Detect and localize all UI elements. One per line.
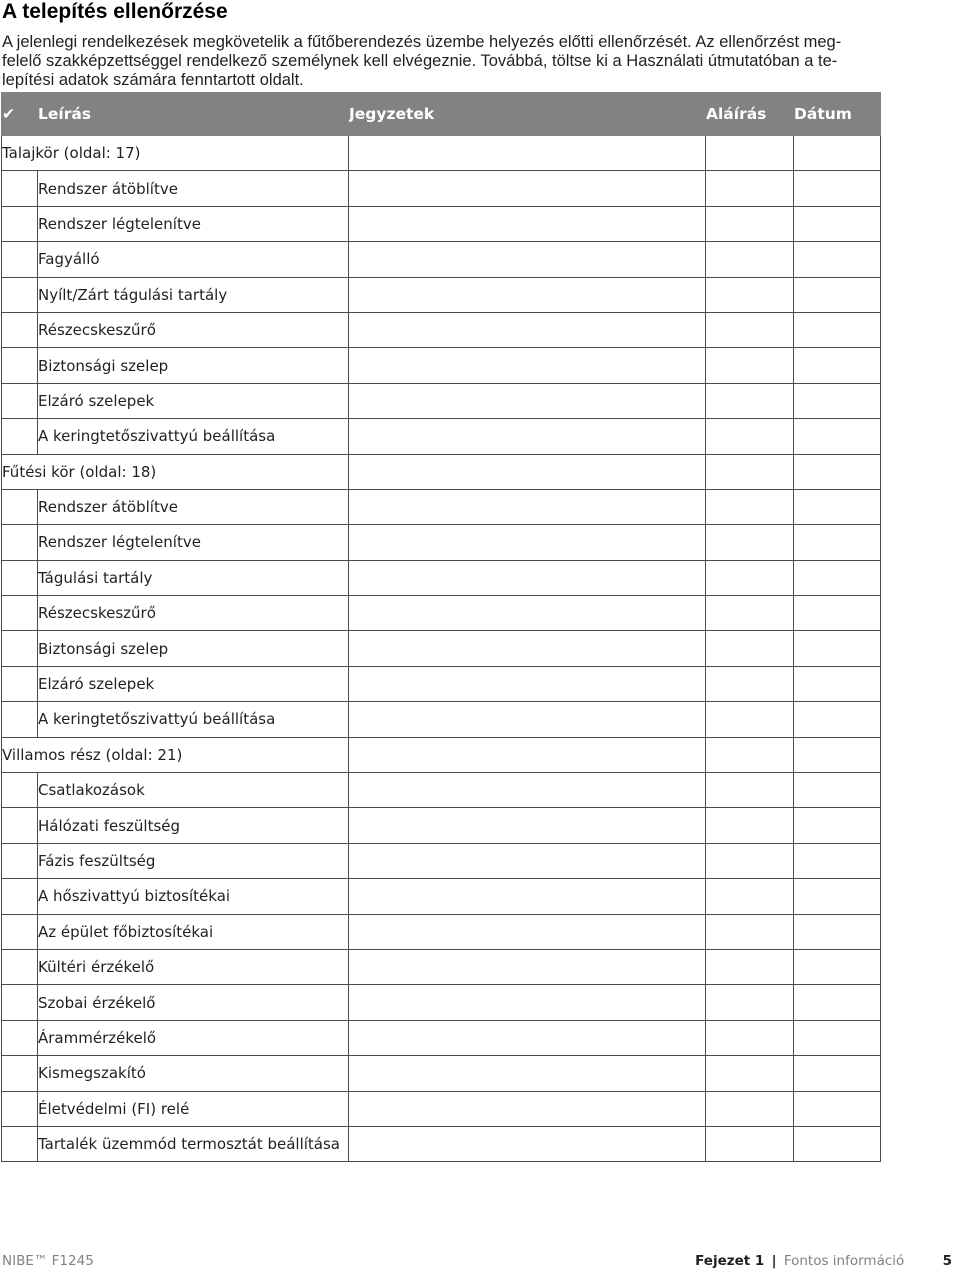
section-title: Fűtési kör (oldal: 18) (2, 454, 349, 489)
notes-cell[interactable] (349, 949, 706, 984)
item-description: Részecskeszűrő (38, 312, 349, 347)
signature-cell[interactable] (706, 702, 794, 737)
item-description: Nyílt/Zárt tágulási tartály (38, 277, 349, 312)
table-row (2, 489, 881, 524)
table-row (2, 1126, 881, 1161)
check-cell[interactable] (2, 949, 38, 984)
table-row (2, 171, 881, 206)
check-cell[interactable] (2, 206, 38, 241)
signature-cell[interactable] (706, 914, 794, 949)
date-cell[interactable] (794, 596, 881, 631)
notes-cell[interactable] (349, 277, 706, 312)
item-description: Árammérzékelő (38, 1020, 349, 1055)
table-row (2, 277, 881, 312)
table-row (2, 914, 881, 949)
date-cell[interactable] (794, 1126, 881, 1161)
date-cell[interactable] (794, 454, 881, 489)
signature-cell[interactable] (706, 596, 794, 631)
date-cell[interactable] (794, 879, 881, 914)
date-cell[interactable] (794, 1056, 881, 1091)
signature-cell[interactable] (706, 277, 794, 312)
item-description: A hőszivattyú biztosítékai (38, 879, 349, 914)
table-row (2, 560, 881, 595)
date-cell[interactable] (794, 949, 881, 984)
item-description: Rendszer átöblítve (38, 489, 349, 524)
signature-cell[interactable] (706, 843, 794, 878)
page-number: 5 (942, 1253, 952, 1269)
signature-cell[interactable] (706, 560, 794, 595)
date-cell[interactable] (794, 136, 881, 171)
item-description: Kismegszakító (38, 1056, 349, 1091)
check-cell[interactable] (2, 985, 38, 1020)
date-cell[interactable] (794, 489, 881, 524)
check-cell[interactable] (2, 808, 38, 843)
item-description: Életvédelmi (FI) relé (38, 1091, 349, 1126)
signature-cell[interactable] (706, 985, 794, 1020)
footer-separator: | (771, 1253, 777, 1269)
column-header-date: Dátum (794, 93, 881, 136)
check-cell[interactable] (2, 879, 38, 914)
table-row (2, 383, 881, 418)
table-row (2, 1091, 881, 1126)
item-description: Biztonsági szelep (38, 631, 349, 666)
check-cell[interactable] (2, 348, 38, 383)
date-cell[interactable] (794, 206, 881, 241)
date-cell[interactable] (794, 312, 881, 347)
check-cell[interactable] (2, 1020, 38, 1055)
signature-cell[interactable] (706, 666, 794, 701)
notes-cell[interactable] (349, 489, 706, 524)
signature-cell[interactable] (706, 419, 794, 454)
date-cell[interactable] (794, 737, 881, 772)
item-description: Részecskeszűrő (38, 596, 349, 631)
signature-cell[interactable] (706, 312, 794, 347)
notes-cell[interactable] (349, 879, 706, 914)
notes-cell[interactable] (349, 242, 706, 277)
checkmark-icon: ✔ (2, 93, 38, 136)
intro-line: A jelenlegi rendelkezések megkövetelik a fűtőberendezés üzembe helyezés előtti ellenőrzését. Az ellenőrzést meg- (2, 33, 842, 51)
table-row (2, 596, 881, 631)
signature-cell[interactable] (706, 1126, 794, 1161)
signature-cell[interactable] (706, 808, 794, 843)
table-row (2, 206, 881, 241)
table-row (2, 666, 881, 701)
footer-chapter-info (695, 1253, 952, 1269)
item-description: Elzáró szelepek (38, 666, 349, 701)
check-cell[interactable] (2, 702, 38, 737)
signature-cell[interactable] (706, 348, 794, 383)
column-header-signature: Aláírás (706, 93, 794, 136)
check-cell[interactable] (2, 383, 38, 418)
date-cell[interactable] (794, 666, 881, 701)
intro-line: felelő szakképzettséggel rendelkező személynek kell elvégeznie. Továbbá, töltse ki a Használati útmutatóban a te- (2, 52, 838, 70)
table-row (2, 631, 881, 666)
item-description: Tágulási tartály (38, 560, 349, 595)
table-row (2, 773, 881, 808)
date-cell[interactable] (794, 914, 881, 949)
notes-cell[interactable] (349, 383, 706, 418)
check-cell[interactable] (2, 631, 38, 666)
item-description: Rendszer légtelenítve (38, 206, 349, 241)
item-description: Hálózati feszültség (38, 808, 349, 843)
notes-cell[interactable] (349, 1091, 706, 1126)
notes-cell[interactable] (349, 454, 706, 489)
signature-cell[interactable] (706, 525, 794, 560)
table-row (2, 1056, 881, 1091)
item-description: Tartalék üzemmód termosztát beállítása (38, 1126, 349, 1161)
table-row (2, 702, 881, 737)
checklist-body (2, 136, 881, 1162)
footer-product: NIBE™ F1245 (2, 1253, 94, 1269)
table-row (2, 1020, 881, 1055)
signature-cell[interactable] (706, 737, 794, 772)
notes-cell[interactable] (349, 914, 706, 949)
table-row (2, 525, 881, 560)
check-cell[interactable] (2, 1056, 38, 1091)
table-row (2, 419, 881, 454)
check-cell[interactable] (2, 1091, 38, 1126)
date-cell[interactable] (794, 773, 881, 808)
item-description: A keringtetőszivattyú beállítása (38, 702, 349, 737)
section-title: Talajkör (oldal: 17) (2, 136, 349, 171)
table-row (2, 312, 881, 347)
intro-paragraph (2, 33, 882, 90)
check-cell[interactable] (2, 914, 38, 949)
page-title: A telepítés ellenőrzése (2, 0, 228, 23)
notes-cell[interactable] (349, 631, 706, 666)
item-description: Az épület főbiztosítékai (38, 914, 349, 949)
date-cell[interactable] (794, 702, 881, 737)
check-cell[interactable] (2, 171, 38, 206)
signature-cell[interactable] (706, 631, 794, 666)
date-cell[interactable] (794, 348, 881, 383)
date-cell[interactable] (794, 277, 881, 312)
check-cell[interactable] (2, 525, 38, 560)
signature-cell[interactable] (706, 489, 794, 524)
section-row (2, 737, 881, 772)
signature-cell[interactable] (706, 454, 794, 489)
table-row (2, 242, 881, 277)
table-row (2, 949, 881, 984)
item-description: Fagyálló (38, 242, 349, 277)
signature-cell[interactable] (706, 136, 794, 171)
footer-chapter-title: Fontos információ (783, 1253, 905, 1269)
check-cell[interactable] (2, 1126, 38, 1161)
notes-cell[interactable] (349, 348, 706, 383)
table-row (2, 985, 881, 1020)
date-cell[interactable] (794, 1091, 881, 1126)
check-cell[interactable] (2, 666, 38, 701)
notes-cell[interactable] (349, 702, 706, 737)
check-cell[interactable] (2, 596, 38, 631)
date-cell[interactable] (794, 808, 881, 843)
check-cell[interactable] (2, 277, 38, 312)
item-description: Kültéri érzékelő (38, 949, 349, 984)
check-cell[interactable] (2, 489, 38, 524)
notes-cell[interactable] (349, 773, 706, 808)
notes-cell[interactable] (349, 596, 706, 631)
item-description: Elzáró szelepek (38, 383, 349, 418)
item-description: Csatlakozások (38, 773, 349, 808)
date-cell[interactable] (794, 560, 881, 595)
notes-cell[interactable] (349, 312, 706, 347)
signature-cell[interactable] (706, 1020, 794, 1055)
section-title: Villamos rész (oldal: 21) (2, 737, 349, 772)
table-row (2, 348, 881, 383)
signature-cell[interactable] (706, 949, 794, 984)
notes-cell[interactable] (349, 843, 706, 878)
check-cell[interactable] (2, 242, 38, 277)
date-cell[interactable] (794, 985, 881, 1020)
item-description: A keringtetőszivattyú beállítása (38, 419, 349, 454)
table-header-row (2, 93, 881, 136)
item-description: Biztonsági szelep (38, 348, 349, 383)
notes-cell[interactable] (349, 206, 706, 241)
signature-cell[interactable] (706, 1056, 794, 1091)
notes-cell[interactable] (349, 136, 706, 171)
date-cell[interactable] (794, 525, 881, 560)
item-description: Szobai érzékelő (38, 985, 349, 1020)
notes-cell[interactable] (349, 171, 706, 206)
signature-cell[interactable] (706, 773, 794, 808)
signature-cell[interactable] (706, 383, 794, 418)
installation-checklist-table (1, 92, 881, 1162)
notes-cell[interactable] (349, 560, 706, 595)
column-header-description: Leírás (38, 93, 349, 136)
notes-cell[interactable] (349, 1020, 706, 1055)
check-cell[interactable] (2, 560, 38, 595)
check-cell[interactable] (2, 419, 38, 454)
check-cell[interactable] (2, 773, 38, 808)
check-cell[interactable] (2, 843, 38, 878)
notes-cell[interactable] (349, 985, 706, 1020)
signature-cell[interactable] (706, 879, 794, 914)
date-cell[interactable] (794, 843, 881, 878)
signature-cell[interactable] (706, 171, 794, 206)
notes-cell[interactable] (349, 525, 706, 560)
date-cell[interactable] (794, 242, 881, 277)
date-cell[interactable] (794, 631, 881, 666)
table-row (2, 808, 881, 843)
date-cell[interactable] (794, 383, 881, 418)
section-row (2, 136, 881, 171)
column-header-notes: Jegyzetek (349, 93, 706, 136)
table-row (2, 843, 881, 878)
item-description: Rendszer légtelenítve (38, 525, 349, 560)
date-cell[interactable] (794, 171, 881, 206)
date-cell[interactable] (794, 419, 881, 454)
notes-cell[interactable] (349, 808, 706, 843)
signature-cell[interactable] (706, 242, 794, 277)
notes-cell[interactable] (349, 419, 706, 454)
signature-cell[interactable] (706, 1091, 794, 1126)
intro-line: lepítési adatok számára fenntartott oldalt. (2, 71, 304, 89)
section-row (2, 454, 881, 489)
item-description: Rendszer átöblítve (38, 171, 349, 206)
signature-cell[interactable] (706, 206, 794, 241)
check-cell[interactable] (2, 312, 38, 347)
notes-cell[interactable] (349, 737, 706, 772)
notes-cell[interactable] (349, 1056, 706, 1091)
notes-cell[interactable] (349, 666, 706, 701)
footer-chapter: Fejezet 1 (695, 1253, 765, 1269)
notes-cell[interactable] (349, 1126, 706, 1161)
item-description: Fázis feszültség (38, 843, 349, 878)
date-cell[interactable] (794, 1020, 881, 1055)
table-row (2, 879, 881, 914)
